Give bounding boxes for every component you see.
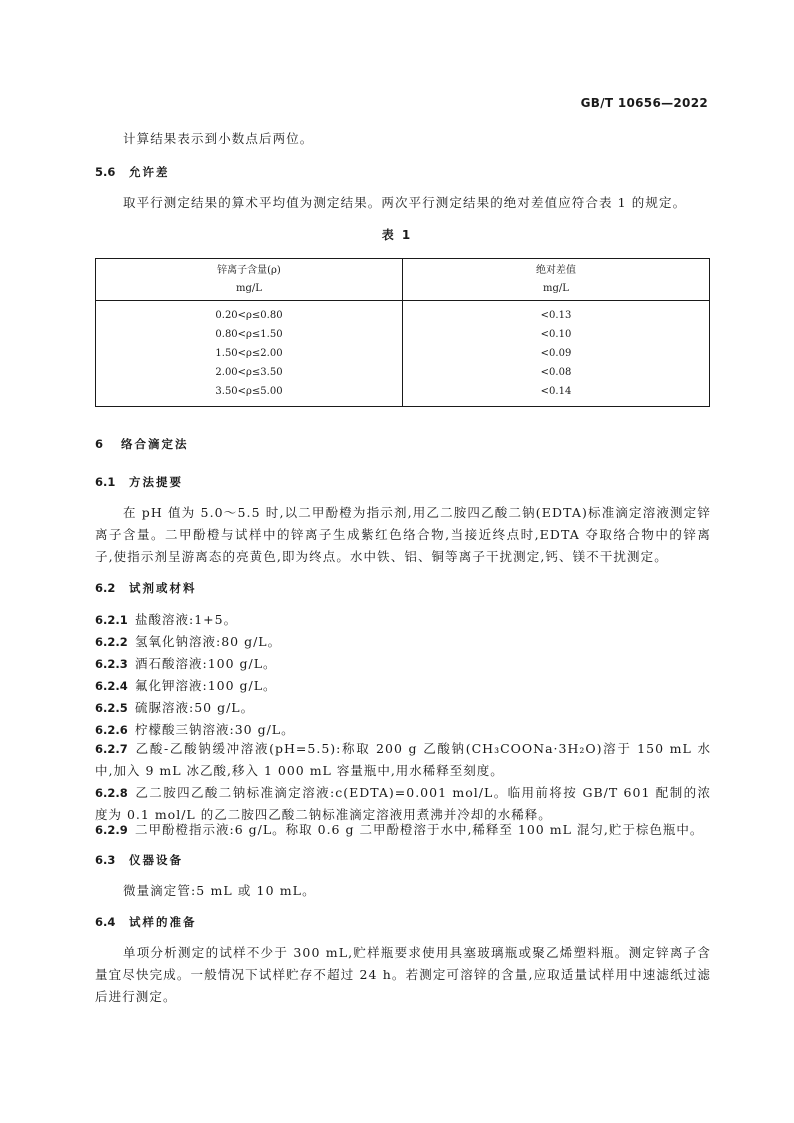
header-zinc-label: 锌离子含量(ρ) <box>217 264 281 276</box>
item-text: 二甲酚橙指示液:6 g/L。称取 0.6 g 二甲酚橙溶于水中,稀释至 100 mL 混匀,贮于棕色瓶中。 <box>135 822 704 837</box>
section-6-3-heading <box>95 852 183 868</box>
section-title: 仪器设备 <box>129 853 183 867</box>
section-6-4-heading <box>95 914 197 930</box>
section-6-1-paragraph: 在 pH 值为 5.0～5.5 时,以二甲酚橙为指示剂,用乙二胺四乙酸二钠(EDTA)标准滴定溶液测定锌离子含量。二甲酚橙与试样中的锌离子生成紫红色络合物,当接近终点时,EDTA 夺取络合物中的锌离子,使指示剂呈游离态的亮黄色,即为终点。水中铁、铝、铜等离子干扰测定,钙、镁不干扰测定。 <box>95 505 711 564</box>
section-6-1-heading <box>95 474 183 490</box>
range-cell: 0.20<ρ≤0.80 <box>215 310 283 321</box>
range-cell: 2.00<ρ≤3.50 <box>215 367 283 378</box>
section-number: 6.1 <box>95 475 116 489</box>
diff-cell: <0.09 <box>540 348 572 359</box>
section-title: 络合滴定法 <box>121 437 189 451</box>
diff-cell: <0.13 <box>540 310 572 321</box>
reagent-item <box>95 654 277 672</box>
table-caption: 表 1 <box>381 228 413 242</box>
header-abs-diff <box>403 259 710 301</box>
reagent-item <box>95 698 254 716</box>
section-title: 试样的准备 <box>129 915 197 929</box>
range-cell: 3.50<ρ≤5.00 <box>215 386 283 397</box>
item-text: 氢氧化钠溶液:80 g/L。 <box>135 634 282 649</box>
item-text: 盐酸溶液:1+5。 <box>135 612 238 627</box>
reagent-item <box>95 632 281 650</box>
item-text: 氟化钾溶液:100 g/L。 <box>135 678 277 693</box>
item-number: 6.2.2 <box>95 635 128 649</box>
item-text: 乙二胺四乙酸二钠标准滴定溶液:c(EDTA)=0.001 mol/L。临用前将按 GB/T 601 配制的浓度为 0.1 mol/L 的乙二胺四乙酸二钠标准滴定溶液用煮沸并冷却的水稀释。 <box>95 785 711 822</box>
section-title: 方法提要 <box>129 475 183 489</box>
section-number: 6 <box>95 437 104 451</box>
item-number: 6.2.1 <box>95 613 128 627</box>
reagent-item <box>95 676 277 694</box>
section-number: 6.2 <box>95 581 116 595</box>
range-cell: 1.50<ρ≤2.00 <box>215 348 283 359</box>
section-number: 6.4 <box>95 915 116 929</box>
header-diff-label: 绝对差值 <box>536 264 576 276</box>
item-text: 柠檬酸三钠溶液:30 g/L。 <box>135 722 295 737</box>
section-5-6-heading <box>95 164 170 180</box>
item-text: 酒石酸溶液:100 g/L。 <box>135 656 277 671</box>
range-cell: 0.80<ρ≤1.50 <box>215 329 283 340</box>
diff-cell: <0.08 <box>540 367 572 378</box>
diff-cell: <0.10 <box>540 329 572 340</box>
item-text: 乙酸-乙酸钠缓冲溶液(pH=5.5):称取 200 g 乙酸钠(CH₃COONa·3H₂O)溶于 150 mL 水中,加入 9 mL 冰乙酸,移入 1 000 mL 容量瓶中,用水稀释至刻度。 <box>95 741 711 778</box>
diff-column <box>403 301 710 407</box>
range-column <box>96 301 403 407</box>
item-number: 6.2.9 <box>95 823 128 837</box>
table-header-row <box>96 259 710 301</box>
header-zinc-content <box>96 259 403 301</box>
reagent-item <box>95 610 237 628</box>
section-title: 允许差 <box>129 165 170 179</box>
item-number: 6.2.8 <box>95 786 128 800</box>
section-number: 6.3 <box>95 853 116 867</box>
section-6-3-paragraph: 微量滴定管:5 mL 或 10 mL。 <box>123 883 316 898</box>
header-diff-unit: mg/L <box>543 282 569 294</box>
document-id: GB/T 10656—2022 <box>580 96 708 110</box>
section-title: 试剂或材料 <box>129 581 197 595</box>
item-number: 6.2.3 <box>95 657 128 671</box>
diff-cell: <0.14 <box>540 386 572 397</box>
item-number: 6.2.4 <box>95 679 128 693</box>
section-5-6-paragraph: 取平行测定结果的算术平均值为测定结果。两次平行测定结果的绝对差值应符合表 1 的规定。 <box>123 195 687 210</box>
reagent-item <box>95 820 703 838</box>
item-number: 6.2.5 <box>95 701 128 715</box>
section-6-2-heading <box>95 580 197 596</box>
intro-paragraph: 计算结果表示到小数点后两位。 <box>123 131 314 146</box>
table-body-row <box>96 301 710 407</box>
reagent-item-multiline <box>95 738 711 782</box>
item-text: 硫脲溶液:50 g/L。 <box>135 700 255 715</box>
section-6-heading <box>95 436 189 452</box>
tolerance-table <box>95 258 710 407</box>
section-number: 5.6 <box>95 165 116 179</box>
item-number: 6.2.7 <box>95 742 128 756</box>
item-number: 6.2.6 <box>95 723 128 737</box>
section-6-4-paragraph: 单项分析测定的试样不少于 300 mL,贮样瓶要求使用具塞玻璃瓶或聚乙烯塑料瓶。测定锌离子含量宜尽快完成。一般情况下试样贮存不超过 24 h。若测定可溶锌的含量,应取适量试样用中速滤纸过滤后进行测定。 <box>95 945 711 1004</box>
header-zinc-unit: mg/L <box>236 282 262 294</box>
reagent-item <box>95 720 295 738</box>
